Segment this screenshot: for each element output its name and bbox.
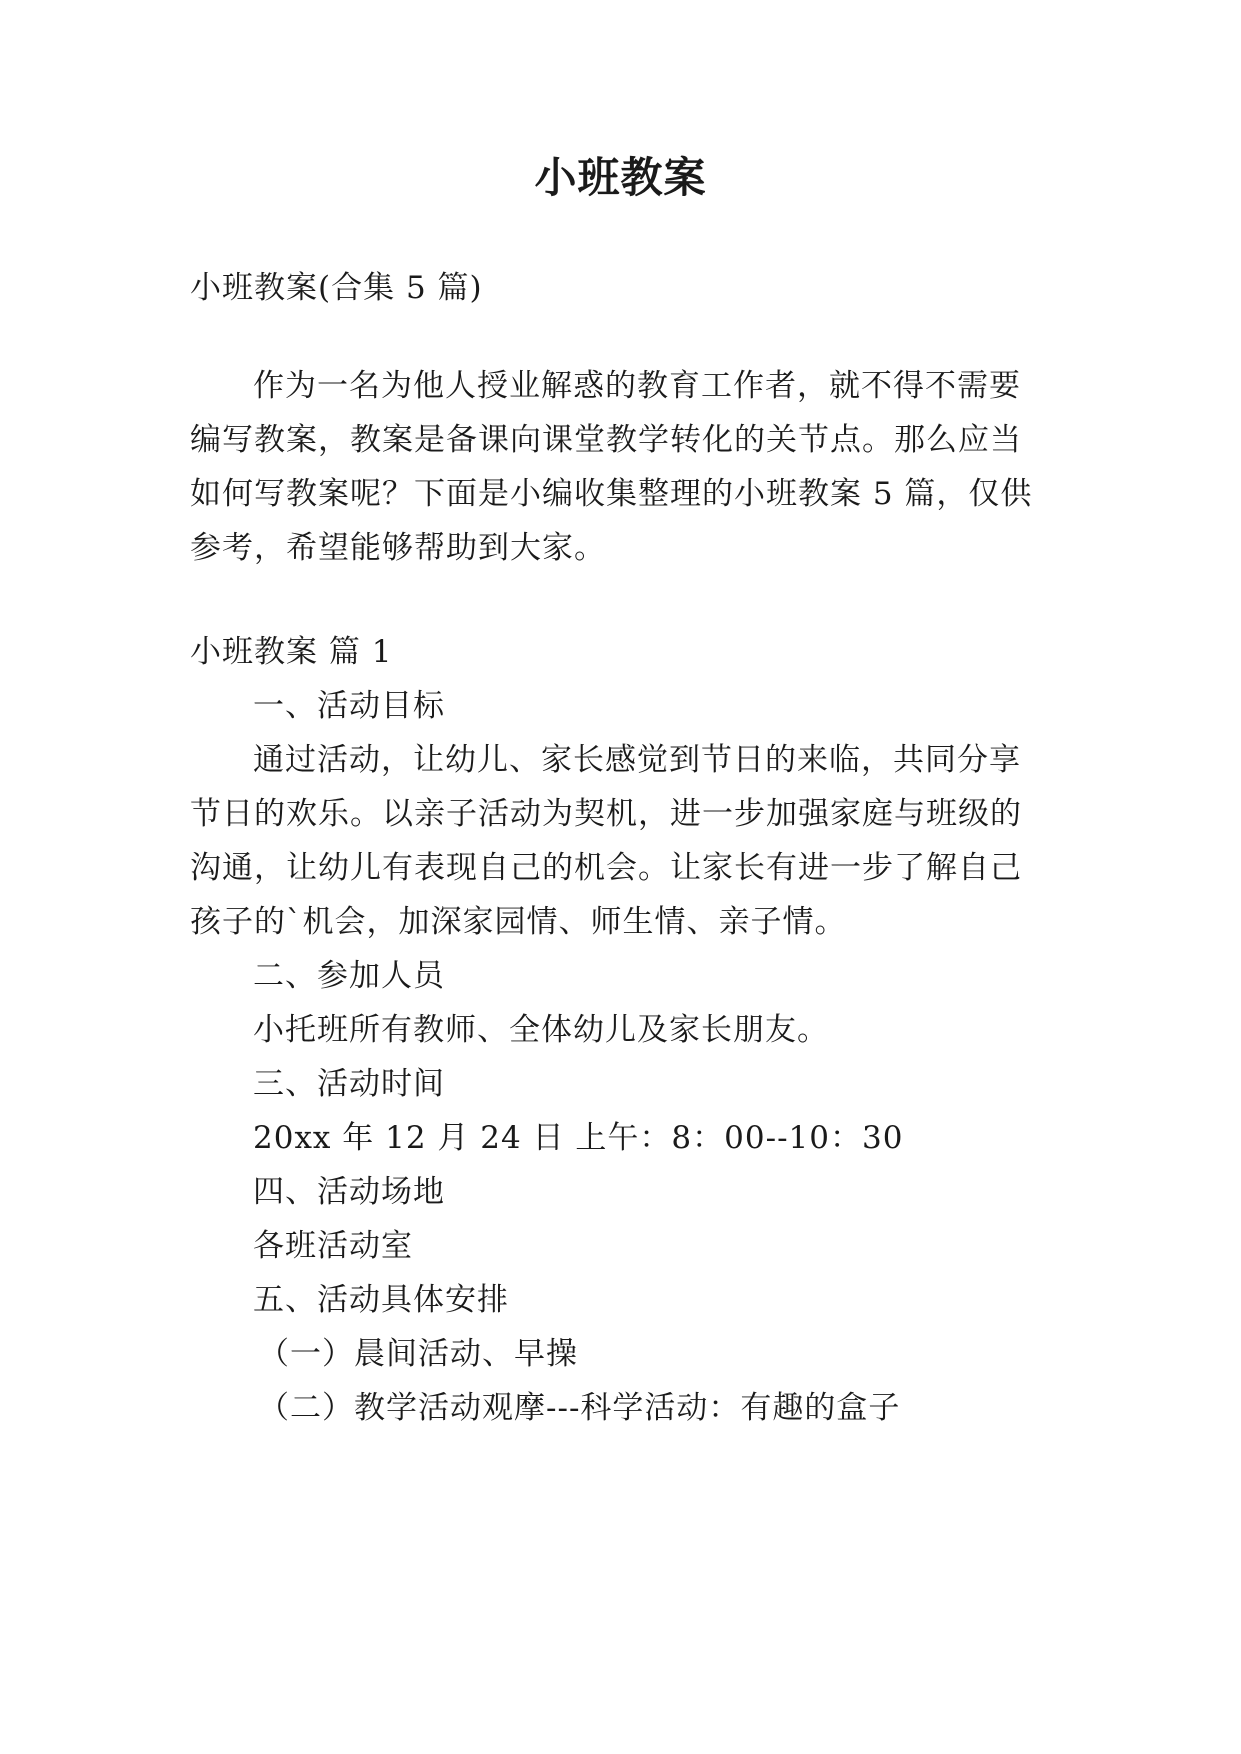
intro-line-2: 编写教案，教案是备课向课堂教学转化的关节点。那么应当 <box>190 422 1022 458</box>
intro-line-3: 如何写教案呢？下面是小编收集整理的小班教案 5 篇，仅供 <box>190 476 1033 512</box>
heading-schedule: 五、活动具体安排 <box>253 1282 509 1318</box>
schedule-item-2: （二）教学活动观摩---科学活动：有趣的盒子 <box>258 1390 901 1426</box>
heading-goal: 一、活动目标 <box>253 688 445 724</box>
place-text: 各班活动室 <box>253 1228 413 1264</box>
heading-time: 三、活动时间 <box>253 1066 445 1102</box>
goal-line-3: 沟通，让幼儿有表现自己的机会。让家长有进一步了解自己 <box>190 850 1022 886</box>
goal-line-1: 通过活动，让幼儿、家长感觉到节日的来临，共同分享 <box>253 742 1021 778</box>
section-heading: 小班教案 篇 1 <box>190 634 393 670</box>
heading-people: 二、参加人员 <box>253 958 445 994</box>
document-subtitle: 小班教案(合集 5 篇) <box>190 270 483 306</box>
goal-line-2: 节日的欢乐。以亲子活动为契机，进一步加强家庭与班级的 <box>190 796 1022 832</box>
people-text: 小托班所有教师、全体幼儿及家长朋友。 <box>253 1012 829 1048</box>
heading-place: 四、活动场地 <box>253 1174 445 1210</box>
document-title: 小班教案 <box>534 153 707 202</box>
intro-line-1: 作为一名为他人授业解惑的教育工作者，就不得不需要 <box>253 368 1021 404</box>
schedule-item-1: （一）晨间活动、早操 <box>258 1336 578 1372</box>
intro-line-4: 参考，希望能够帮助到大家。 <box>190 530 606 566</box>
goal-line-4: 孩子的`机会，加深家园情、师生情、亲子情。 <box>190 904 847 940</box>
time-text: 20xx 年 12 月 24 日 上午：8：00--10：30 <box>253 1120 904 1156</box>
